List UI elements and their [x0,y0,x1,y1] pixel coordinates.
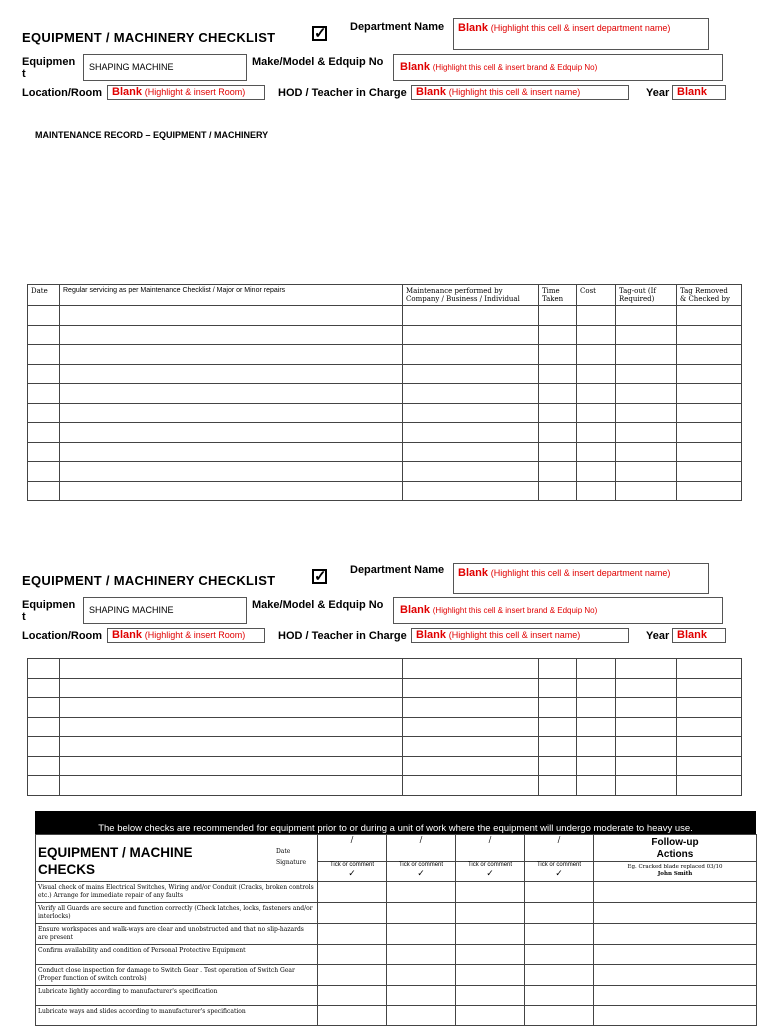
form-title: EQUIPMENT / MACHINERY CHECKLIST [22,30,276,45]
check-item-row [36,986,757,1006]
table-cell[interactable] [60,481,403,501]
table-cell[interactable] [403,345,539,365]
department-label: Department Name [350,21,445,33]
table-cell[interactable] [539,306,577,326]
table-cell[interactable] [403,698,539,718]
hod-label: HOD / Teacher in Charge [278,87,407,99]
check-item-row [36,924,757,945]
table-cell[interactable] [28,737,60,757]
table-cell[interactable] [539,345,577,365]
table-cell[interactable] [677,481,742,501]
table-cell[interactable] [60,756,403,776]
table-cell[interactable] [577,442,616,462]
table-cell[interactable] [677,776,742,796]
table-cell[interactable] [403,717,539,737]
table-cell[interactable] [616,756,677,776]
table-cell[interactable] [677,384,742,404]
equipment-field[interactable]: SHAPING MACHINE [83,597,247,624]
location-field[interactable]: Blank (Highlight & insert Room) [107,85,265,100]
check-tick-cell[interactable] [387,903,456,924]
table-cell[interactable] [60,403,403,423]
table-cell[interactable] [539,776,577,796]
make-model-label: Make/Model & Edquip No [252,56,384,68]
date-label: Date [276,848,291,855]
followup-header: Follow-up Actions [594,835,757,862]
table-cell[interactable] [616,306,677,326]
table-cell[interactable] [577,737,616,757]
table-cell[interactable] [616,776,677,796]
col-time: Time Taken [539,285,577,306]
table-cell[interactable] [577,325,616,345]
table-cell[interactable] [28,442,60,462]
check-tick-cell[interactable] [525,903,594,924]
check-tick-cell[interactable] [456,965,525,986]
table-cell[interactable] [677,462,742,482]
check-tick-cell[interactable] [387,924,456,945]
table-cell[interactable] [616,403,677,423]
table-cell[interactable] [577,306,616,326]
table-cell[interactable] [28,403,60,423]
col-date: Date [28,285,60,306]
location-label: Location/Room [22,87,103,99]
maintenance-row [28,659,742,679]
check-tick-cell[interactable] [456,903,525,924]
date-slot-2[interactable]: / [387,835,456,862]
table-cell[interactable] [539,325,577,345]
table-cell[interactable] [616,442,677,462]
followup-cell[interactable] [594,903,757,924]
table-cell[interactable] [60,423,403,443]
check-tick-cell[interactable] [387,945,456,965]
check-tick-cell[interactable] [318,945,387,965]
make-model-field[interactable]: Blank (Highlight this cell & insert brand & Edquip No) [393,54,723,81]
table-cell[interactable] [616,345,677,365]
check-tick-cell[interactable] [525,924,594,945]
check-tick-cell[interactable] [456,945,525,965]
followup-cell[interactable] [594,924,757,945]
maintenance-row [28,737,742,757]
check-tick-cell[interactable] [318,986,387,1006]
maintenance-row [28,403,742,423]
table-cell[interactable] [577,345,616,365]
check-tick-cell[interactable] [525,945,594,965]
check-tick-cell[interactable] [456,924,525,945]
maintenance-row [28,481,742,501]
table-cell[interactable] [28,325,60,345]
equipment-label: Equipmen t [22,56,76,80]
table-cell[interactable] [616,325,677,345]
maintenance-row [28,678,742,698]
table-cell[interactable] [577,717,616,737]
check-tick-cell[interactable] [318,965,387,986]
table-cell[interactable] [539,403,577,423]
date-slot-3[interactable]: / [456,835,525,862]
table-cell[interactable] [539,756,577,776]
table-cell[interactable] [60,698,403,718]
maintenance-row [28,364,742,384]
checks-banner: The below checks are recommended for equipment prior to or during a unit of work where the equipment will undergo moderate to heavy use. [35,811,756,835]
table-cell[interactable] [403,403,539,423]
table-cell[interactable] [577,384,616,404]
maintenance-row [28,717,742,737]
maintenance-row [28,423,742,443]
followup-cell[interactable] [594,1006,757,1026]
equipment-label: Equipmen t [22,599,76,623]
maintenance-row [28,698,742,718]
table-cell[interactable] [60,659,403,679]
table-cell[interactable] [28,384,60,404]
table-cell[interactable] [677,423,742,443]
department-hint: (Highlight this cell & insert department name) [490,23,671,33]
table-cell[interactable] [60,442,403,462]
table-cell[interactable] [577,364,616,384]
col-performed-by: Maintenance performed by Company / Business / Individual [403,285,539,306]
table-cell[interactable] [60,717,403,737]
table-cell[interactable] [403,678,539,698]
table-cell[interactable] [539,659,577,679]
table-cell[interactable] [539,737,577,757]
table-cell[interactable] [28,678,60,698]
table-cell[interactable] [539,698,577,718]
check-tick-cell[interactable] [318,924,387,945]
check-tick-cell[interactable] [387,1006,456,1026]
table-cell[interactable] [677,698,742,718]
department-value: Blank [458,22,488,34]
table-cell[interactable] [28,659,60,679]
check-item-row [36,882,757,903]
table-cell[interactable] [60,306,403,326]
table-cell[interactable] [60,678,403,698]
followup-cell[interactable] [594,986,757,1006]
table-cell[interactable] [403,756,539,776]
year-field[interactable]: Blank [672,628,726,643]
table-cell[interactable] [677,678,742,698]
check-item-row [36,945,757,965]
maintenance-row [28,384,742,404]
table-cell[interactable] [677,737,742,757]
check-tick-cell[interactable] [387,986,456,1006]
maintenance-row [28,345,742,365]
check-item-label: Lubricate ways and slides according to manufacturer's specification [36,1006,318,1026]
table-cell[interactable] [577,678,616,698]
table-cell[interactable] [577,462,616,482]
table-cell[interactable] [539,442,577,462]
maintenance-row [28,776,742,796]
check-tick-cell[interactable] [525,1006,594,1026]
table-cell[interactable] [28,776,60,796]
equipment-field[interactable]: SHAPING MACHINE [83,54,247,81]
check-tick-cell[interactable] [318,903,387,924]
check-item-label: Lubricate lightly according to manufacturer's specification [36,986,318,1006]
check-tick-cell[interactable] [525,986,594,1006]
location-field[interactable]: Blank (Highlight & insert Room) [107,628,265,643]
followup-example: Eg. Cracked blade replaced 03/10 John Smith [594,862,757,882]
checkbox-icon[interactable]: ✓ [314,25,327,42]
table-cell[interactable] [403,776,539,796]
check-tick-cell[interactable] [387,965,456,986]
check-item-row [36,1006,757,1026]
table-cell[interactable] [577,698,616,718]
make-model-field[interactable]: Blank (Highlight this cell & insert brand & Edquip No) [393,597,723,624]
table-cell[interactable] [60,325,403,345]
table-cell[interactable] [539,678,577,698]
tick-header-3: Tick or comment ✓ [456,862,525,882]
tick-header-2: Tick or comment ✓ [387,862,456,882]
check-item-label: Verify all Guards are secure and function correctly (Check latches, locks, fasteners and/or interlocks) [36,903,318,924]
check-item-label: Ensure workspaces and walk-ways are clear and unobstructed and that no slip-hazards are present [36,924,318,945]
maintenance-row [28,442,742,462]
followup-cell[interactable] [594,882,757,903]
year-field[interactable]: Blank [672,85,726,100]
col-tagout: Tag-out (If Required) [616,285,677,306]
maintenance-row [28,462,742,482]
table-cell[interactable] [616,737,677,757]
maintenance-table-1 [27,284,742,501]
tick-header-1: Tick or comment ✓ [318,862,387,882]
table-cell[interactable] [403,306,539,326]
check-tick-cell[interactable] [318,1006,387,1026]
table-cell[interactable] [616,364,677,384]
check-item-label: Confirm availability and condition of Personal Protective Equipment [36,945,318,965]
checks-table [35,834,757,1026]
table-cell[interactable] [677,325,742,345]
table-cell[interactable] [677,345,742,365]
col-servicing: Regular servicing as per Maintenance Checklist / Major or Minor repairs [60,285,403,306]
table-cell[interactable] [403,481,539,501]
table-cell[interactable] [28,717,60,737]
table-cell[interactable] [28,481,60,501]
maintenance-row [28,325,742,345]
maintenance-row [28,306,742,326]
table-cell[interactable] [677,364,742,384]
check-tick-cell[interactable] [456,986,525,1006]
table-cell[interactable] [403,442,539,462]
checkbox-icon[interactable]: ✓ [314,568,327,585]
tick-header-4: Tick or comment ✓ [525,862,594,882]
signature-label: Signature [276,859,307,866]
table-cell[interactable] [28,364,60,384]
table-cell[interactable] [403,659,539,679]
table-cell[interactable] [28,698,60,718]
table-cell[interactable] [677,756,742,776]
maintenance-heading: MAINTENANCE RECORD – EQUIPMENT / MACHINERY [35,130,269,140]
followup-cell[interactable] [594,945,757,965]
col-tag-removed: Tag Removed & Checked by [677,285,742,306]
checks-title-cell [36,835,318,882]
table-cell[interactable] [403,384,539,404]
check-tick-cell[interactable] [318,882,387,903]
table-cell[interactable] [60,737,403,757]
table-cell[interactable] [577,423,616,443]
date-slot-1[interactable]: / [318,835,387,862]
check-tick-cell[interactable] [525,965,594,986]
table-cell[interactable] [577,776,616,796]
table-cell[interactable] [616,384,677,404]
followup-cell[interactable] [594,965,757,986]
table-cell[interactable] [539,423,577,443]
year-label: Year [646,630,670,642]
table-cell[interactable] [577,481,616,501]
table-cell[interactable] [28,423,60,443]
table-cell[interactable] [677,306,742,326]
table-cell[interactable] [616,698,677,718]
table-cell[interactable] [616,678,677,698]
table-cell[interactable] [677,659,742,679]
hod-label: HOD / Teacher in Charge [278,630,407,642]
table-cell[interactable] [403,462,539,482]
year-label: Year [646,87,670,99]
table-cell[interactable] [616,659,677,679]
checks-title: EQUIPMENT / MACHINE CHECKS [38,845,193,877]
table-cell[interactable] [403,364,539,384]
table-cell[interactable] [616,481,677,501]
table-cell[interactable] [60,462,403,482]
table-cell[interactable] [403,737,539,757]
table-cell[interactable] [616,462,677,482]
maintenance-row [28,756,742,776]
department-label: Department Name [350,564,445,576]
table-cell[interactable] [28,462,60,482]
check-item-row [36,965,757,986]
hod-field[interactable]: Blank (Highlight this cell & insert name) [411,628,629,643]
check-tick-cell[interactable] [525,882,594,903]
hod-field[interactable]: Blank (Highlight this cell & insert name) [411,85,629,100]
department-field[interactable] [453,18,709,50]
make-model-label: Make/Model & Edquip No [252,599,384,611]
table-cell[interactable] [60,345,403,365]
table-cell[interactable] [28,345,60,365]
table-cell[interactable] [577,756,616,776]
check-tick-cell[interactable] [456,1006,525,1026]
form-title: EQUIPMENT / MACHINERY CHECKLIST [22,573,276,588]
check-item-label: Visual check of mains Electrical Switches, Wiring and/or Conduit (Cracks, broken controls etc.) Arrange for immediate repair of any faults [36,882,318,903]
table-cell[interactable] [403,325,539,345]
table-cell[interactable] [60,364,403,384]
department-field[interactable]: Blank (Highlight this cell & insert department name) [453,563,709,594]
table-cell[interactable] [60,384,403,404]
table-cell[interactable] [577,659,616,679]
maintenance-table-2 [27,658,742,796]
table-cell[interactable] [403,423,539,443]
table-cell[interactable] [616,717,677,737]
check-item-row [36,903,757,924]
table-cell[interactable] [60,776,403,796]
date-slot-4[interactable]: / [525,835,594,862]
table-cell[interactable] [28,306,60,326]
table-cell[interactable] [677,403,742,423]
check-item-label: Conduct close inspection for damage to Switch Gear . Test operation of Switch Gear (Proper function of switch controls) [36,965,318,986]
table-cell[interactable] [539,384,577,404]
table-cell[interactable] [677,442,742,462]
table-cell[interactable] [28,756,60,776]
check-tick-cell[interactable] [387,882,456,903]
table-cell[interactable] [677,717,742,737]
table-cell[interactable] [539,481,577,501]
table-cell[interactable] [577,403,616,423]
col-cost: Cost [577,285,616,306]
table-cell[interactable] [539,462,577,482]
check-tick-cell[interactable] [456,882,525,903]
table-cell[interactable] [539,717,577,737]
table-cell[interactable] [616,423,677,443]
location-label: Location/Room [22,630,103,642]
table-cell[interactable] [539,364,577,384]
